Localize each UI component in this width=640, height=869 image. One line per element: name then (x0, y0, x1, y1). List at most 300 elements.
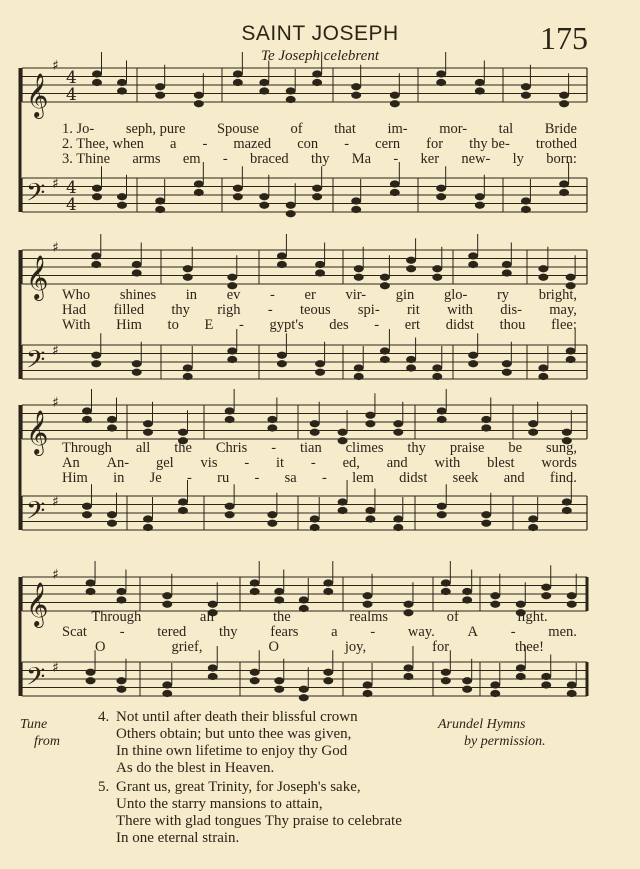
note-head (91, 252, 101, 259)
note-head (267, 520, 277, 527)
note-head (521, 197, 531, 204)
lyric-syllable: and (503, 470, 525, 486)
note-head (354, 364, 364, 371)
lyric-syllable: sung, (545, 440, 577, 456)
lyric-syllable: a (169, 136, 177, 152)
lyric-syllable: filled (113, 302, 145, 318)
note-head (208, 673, 218, 680)
note-head (194, 180, 204, 187)
note-head (406, 356, 416, 363)
lyric-syllable: all (199, 609, 215, 625)
note-head (117, 79, 127, 86)
lyric-syllable: - (119, 624, 125, 640)
note-head (183, 373, 193, 380)
lyric-syllable: light. (517, 609, 548, 625)
key-signature-sharp-icon: ♯ (52, 240, 59, 256)
lyric-syllable: gypt's (269, 317, 304, 333)
note-head (250, 579, 260, 586)
lyric-syllable: fears (270, 624, 299, 640)
note-head (259, 202, 269, 209)
note-head (380, 347, 390, 354)
note-head (267, 511, 277, 518)
stanza-line: In one eternal strain. (116, 830, 240, 846)
lyric-syllable: - (374, 317, 380, 333)
lyric-syllable: seek (452, 470, 479, 486)
stanza-line: As do the blest in Heaven. (116, 760, 275, 776)
note-head (227, 347, 237, 354)
note-head (437, 511, 447, 518)
lyric-syllable: mazed (233, 136, 272, 152)
note-head (380, 356, 390, 363)
note-head (194, 189, 204, 196)
lyric-syllable: and (386, 455, 408, 471)
note-head (390, 100, 400, 107)
note-head (562, 498, 572, 505)
note-head (490, 681, 500, 688)
lyric-syllable: Chris (215, 440, 248, 456)
note-head (155, 197, 165, 204)
lyric-syllable: trothed (535, 136, 577, 152)
note-head (475, 87, 485, 94)
note-head (441, 669, 451, 676)
note-head (521, 83, 531, 90)
lyric-syllable: didst (445, 317, 474, 333)
lyric-syllable: for (432, 639, 450, 655)
note-head (432, 265, 442, 272)
note-head (225, 503, 235, 510)
note-head (567, 681, 577, 688)
note-head (365, 515, 375, 522)
lyric-syllable: With (62, 317, 91, 333)
note-head (521, 92, 531, 99)
note-head (132, 269, 142, 276)
lyric-syllable: E (204, 317, 214, 333)
note-head (299, 686, 309, 693)
note-head (323, 669, 333, 676)
lyric-syllable: des (329, 317, 349, 333)
note-head (475, 202, 485, 209)
lyric-syllable: vis (200, 455, 218, 471)
lyric-syllable: thee! (515, 639, 544, 655)
note-head (338, 507, 348, 514)
note-head (354, 265, 364, 272)
note-head (528, 429, 538, 436)
note-head (92, 70, 102, 77)
note-head (481, 520, 491, 527)
lyric-syllable: - (244, 455, 250, 471)
note-head (315, 369, 325, 376)
note-head (351, 206, 361, 213)
note-head (323, 677, 333, 684)
note-head (259, 87, 269, 94)
note-head (315, 261, 325, 268)
note-head (92, 193, 102, 200)
note-head (132, 261, 142, 268)
note-head (82, 503, 92, 510)
verse-line (62, 317, 577, 334)
lyric-syllable: to (167, 317, 179, 333)
bass-clef-icon: 𝄢 (26, 345, 46, 381)
tune-credit-line: Tune (20, 717, 48, 732)
note-head (490, 690, 500, 697)
note-head (351, 83, 361, 90)
bass-clef-icon: 𝄢 (26, 496, 46, 532)
lyric-syllable: way. (407, 624, 435, 640)
note-head (82, 407, 92, 414)
note-head (567, 601, 577, 608)
key-signature-sharp-icon: ♯ (52, 343, 59, 359)
lyric-syllable: blest (487, 455, 515, 471)
treble-clef-icon: 𝄞 (26, 582, 49, 626)
note-head (183, 274, 193, 281)
note-head (310, 524, 320, 531)
note-head (107, 511, 117, 518)
key-signature-sharp-icon: ♯ (52, 660, 59, 676)
lyric-syllable: glo- (443, 287, 468, 303)
note-head (432, 274, 442, 281)
lyric-syllable: - (202, 136, 208, 152)
note-head (286, 96, 296, 103)
lyric-syllable: climes (345, 440, 384, 456)
lyric-syllable: - (187, 470, 192, 486)
hymn-title: SAINT JOSEPH (241, 22, 399, 45)
note-head (250, 588, 260, 595)
note-head (310, 420, 320, 427)
note-head (117, 193, 127, 200)
note-head (277, 360, 287, 367)
lyric-syllable: Had (62, 302, 87, 318)
note-head (462, 596, 472, 603)
note-head (227, 274, 237, 281)
lyric-syllable: words (541, 455, 577, 471)
lyric-syllable: Ma (351, 151, 372, 167)
stanza-line: Not until after death their blissful crown (116, 709, 358, 725)
lyric-syllable: - (310, 455, 316, 471)
lyric-syllable: didst (399, 470, 428, 486)
note-head (274, 677, 284, 684)
note-head (155, 206, 165, 213)
time-signature-digit: 4 (66, 178, 77, 198)
note-head (567, 592, 577, 599)
note-head (541, 584, 551, 591)
note-head (566, 347, 576, 354)
verse-line (62, 470, 577, 487)
note-head (155, 83, 165, 90)
note-head (286, 87, 296, 94)
note-head (502, 360, 512, 367)
key-signature-sharp-icon: ♯ (52, 494, 59, 510)
note-head (233, 70, 243, 77)
note-head (354, 373, 364, 380)
hymn-number: 175 (540, 20, 588, 56)
time-signature-digit: 4 (66, 85, 77, 105)
note-head (403, 673, 413, 680)
note-head (436, 79, 446, 86)
lyric-syllable: An (62, 455, 80, 471)
note-head (393, 515, 403, 522)
lyric-syllable: O (94, 639, 106, 655)
note-head (117, 202, 127, 209)
note-head (267, 416, 277, 423)
note-head (323, 588, 333, 595)
note-head (82, 511, 92, 518)
tune-credit (20, 716, 60, 750)
note-head (86, 579, 96, 586)
note-head (82, 416, 92, 423)
note-head (277, 261, 287, 268)
note-head (436, 70, 446, 77)
lyric-syllable: - (344, 136, 350, 152)
lyric-syllable: mor- (439, 121, 468, 137)
lyric-syllable: im- (387, 121, 408, 137)
note-head (432, 364, 442, 371)
note-head (208, 601, 218, 608)
lyric-syllable: Bride (544, 121, 577, 137)
note-head (91, 352, 101, 359)
lyric-syllable: born: (546, 151, 577, 167)
lyric-syllable: all (135, 440, 151, 456)
lyric-syllable: Je (149, 470, 162, 486)
note-head (541, 673, 551, 680)
note-head (502, 261, 512, 268)
lyric-syllable: flee: (551, 317, 577, 333)
note-head (132, 369, 142, 376)
note-head (365, 412, 375, 419)
stanza-4 (98, 709, 358, 777)
note-head (162, 592, 172, 599)
permission-line: Arundel Hymns (438, 717, 526, 732)
lyric-syllable: Through (62, 440, 112, 456)
lyric-syllable: tal (498, 121, 514, 137)
note-head (475, 193, 485, 200)
note-head (312, 193, 322, 200)
lyric-syllable: with (447, 302, 473, 318)
lyric-syllable: ly (512, 151, 524, 167)
note-head (521, 206, 531, 213)
note-head (468, 352, 478, 359)
lyric-syllable: con (297, 136, 319, 152)
lyric-syllable: er (304, 287, 316, 303)
lyric-syllable: in (113, 470, 125, 486)
note-head (250, 669, 260, 676)
key-signature-sharp-icon: ♯ (52, 567, 59, 583)
note-head (277, 252, 287, 259)
note-head (233, 185, 243, 192)
lyric-syllable: - (322, 470, 327, 486)
note-head (178, 498, 188, 505)
lyric-syllable: find. (549, 470, 577, 486)
note-head (323, 579, 333, 586)
note-head (208, 664, 218, 671)
note-head (107, 424, 117, 431)
note-head (116, 677, 126, 684)
lyric-syllable: of (446, 609, 459, 625)
note-head (363, 681, 373, 688)
note-head (390, 92, 400, 99)
note-head (312, 185, 322, 192)
lyric-syllable: the (273, 609, 291, 625)
note-head (406, 257, 416, 264)
note-head (250, 677, 260, 684)
stanza-5 (98, 779, 402, 847)
lyric-syllable: thy be- (469, 136, 510, 152)
note-head (92, 185, 102, 192)
lyric-syllable: - (267, 302, 273, 318)
lyric-syllable: - (510, 624, 516, 640)
lyric-syllable: shines (119, 287, 157, 303)
note-head (107, 416, 117, 423)
note-head (528, 420, 538, 427)
time-signature-digit: 4 (66, 195, 77, 215)
note-head (502, 369, 512, 376)
note-head (194, 100, 204, 107)
note-head (86, 588, 96, 595)
lyric-syllable: ry (496, 287, 510, 303)
note-head (393, 420, 403, 427)
lyric-syllable: righ (217, 302, 241, 318)
note-head (267, 424, 277, 431)
note-head (468, 360, 478, 367)
lyric-syllable: ru (217, 470, 230, 486)
lyric-syllable: - (270, 287, 275, 303)
note-head (143, 420, 153, 427)
latin-subtitle: Te Joseph celebrent (260, 48, 380, 64)
note-head (441, 579, 451, 586)
note-head (468, 252, 478, 259)
lyric-syllable: Scat (62, 624, 87, 640)
note-head (559, 180, 569, 187)
lyric-syllable: vir- (345, 287, 367, 303)
note-head (299, 596, 309, 603)
lyric-syllable: lem (352, 470, 374, 486)
lyric-syllable: may, (549, 302, 577, 318)
lyric-syllable: for (426, 136, 444, 152)
note-head (490, 601, 500, 608)
lyric-syllable: teous (300, 302, 331, 318)
note-head (437, 503, 447, 510)
note-head (380, 274, 390, 281)
lyric-syllable: new- (461, 151, 491, 167)
note-head (107, 520, 117, 527)
lyric-syllable: - (393, 151, 399, 167)
note-head (566, 274, 576, 281)
note-head (351, 197, 361, 204)
note-head (437, 416, 447, 423)
permission-credit (438, 716, 546, 750)
lyric-syllable: O (268, 639, 279, 655)
note-head (183, 364, 193, 371)
note-head (116, 596, 126, 603)
note-head (502, 269, 512, 276)
note-head (481, 416, 491, 423)
lyric-syllable: a (331, 624, 338, 640)
note-head (516, 673, 526, 680)
lyric-syllable: men. (548, 624, 577, 640)
note-head (183, 265, 193, 272)
note-head (274, 686, 284, 693)
lyric-syllable: thy (310, 151, 330, 167)
lyric-syllable: in (185, 287, 198, 303)
lyric-syllable: A (467, 624, 478, 640)
lyric-syllable: ert (404, 317, 421, 333)
note-head (363, 601, 373, 608)
note-head (437, 407, 447, 414)
note-head (393, 524, 403, 531)
note-head (286, 202, 296, 209)
note-head (315, 360, 325, 367)
lyric-syllable: with (434, 455, 461, 471)
lyric-syllable: cern (375, 136, 401, 152)
lyric-syllable: ed, (342, 455, 360, 471)
stanza-number: 4. (98, 709, 110, 725)
lyric-syllable: grief, (171, 639, 203, 655)
note-head (490, 592, 500, 599)
lyric-syllable: thou (499, 317, 526, 333)
lyric-syllable: Who (62, 287, 91, 303)
lyric-syllable: it (276, 455, 285, 471)
note-head (481, 511, 491, 518)
note-head (312, 79, 322, 86)
lyric-syllable: be (508, 440, 523, 456)
note-head (436, 193, 446, 200)
note-head (363, 690, 373, 697)
stanza-number: 5. (98, 779, 110, 795)
lyric-syllable: spi- (357, 302, 380, 318)
lyric-syllable: 3. Thine (62, 151, 111, 167)
note-head (194, 92, 204, 99)
note-head (562, 429, 572, 436)
note-head (541, 592, 551, 599)
lyric-syllable: gel (155, 455, 174, 471)
note-head (86, 669, 96, 676)
lyric-syllable: rit (406, 302, 420, 318)
lyric-syllable: gin (395, 287, 415, 303)
note-head (365, 420, 375, 427)
lyric-syllable: tian (299, 440, 322, 456)
note-head (286, 210, 296, 217)
bass-clef-icon: 𝄢 (26, 178, 46, 214)
note-head (567, 690, 577, 697)
note-head (538, 265, 548, 272)
lyric-syllable: - (370, 624, 376, 640)
note-head (225, 416, 235, 423)
key-signature-sharp-icon: ♯ (52, 176, 59, 192)
note-head (117, 87, 127, 94)
stanza-line: There with glad tongues Thy praise to celebrate (116, 813, 402, 829)
note-head (406, 265, 416, 272)
lyric-syllable: tered (157, 624, 187, 640)
note-head (538, 274, 548, 281)
lyric-syllable: em (182, 151, 201, 167)
stanza-line: Others obtain; but unto thee was given, (116, 726, 352, 742)
lyric-syllable: that (334, 121, 356, 137)
key-signature-sharp-icon: ♯ (52, 58, 59, 74)
lyric-syllable: sa (284, 470, 297, 486)
note-head (354, 274, 364, 281)
key-signature-sharp-icon: ♯ (52, 395, 59, 411)
lyric-syllable: ev (226, 287, 241, 303)
lyric-syllable: Him (62, 470, 88, 486)
treble-clef-icon: 𝄞 (26, 73, 49, 117)
note-head (233, 193, 243, 200)
note-head (559, 92, 569, 99)
note-head (462, 686, 472, 693)
note-head (441, 677, 451, 684)
lyric-syllable: Through (91, 609, 142, 625)
note-head (227, 356, 237, 363)
note-head (462, 677, 472, 684)
note-head (225, 511, 235, 518)
